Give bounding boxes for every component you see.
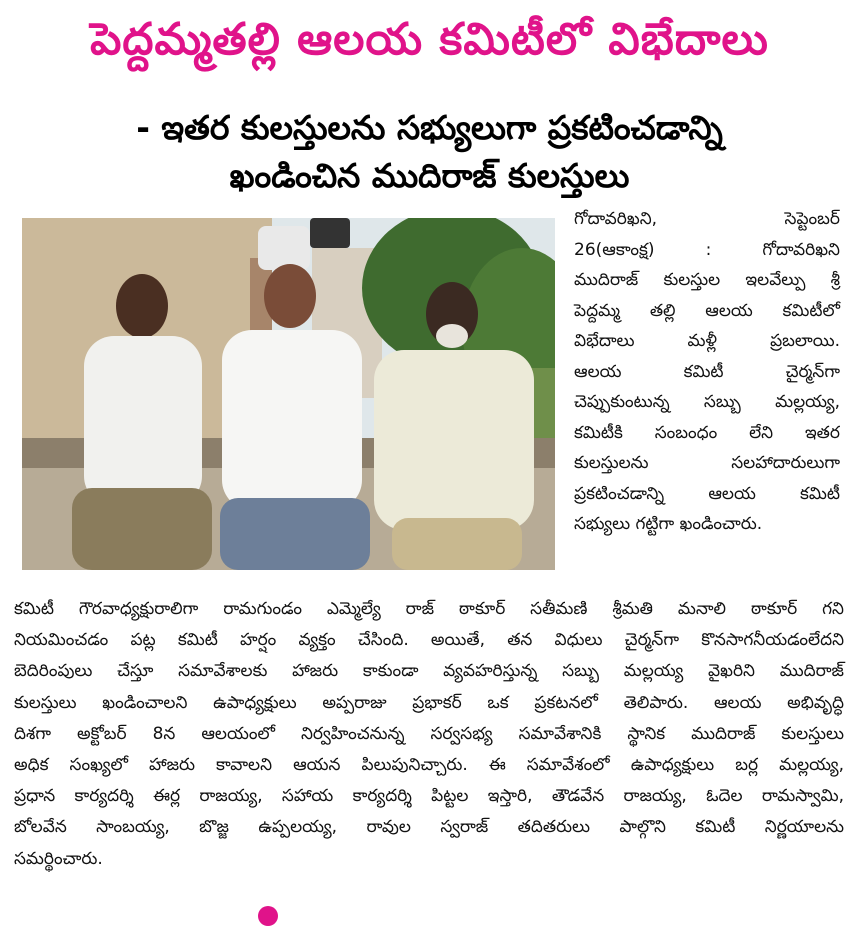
subheadline-line-2: ఖండించిన ముదిరాజ్ కులస్తులు (229, 156, 630, 195)
body-line: బెదిరింపులు చేస్తూ సమావేశాలకు హాజరు కాకుండా వ్యవహరిస్తున్న సబ్బు మల్లయ్య వైఖరిని ముదిరాజ్ (14, 661, 844, 682)
side-line: పెద్దమ్మ తల్లి ఆలయ కమిటీలో (574, 300, 840, 321)
body-line: సమర్థించారు. (14, 848, 103, 869)
decorative-dot (258, 906, 278, 926)
body-line: కులస్తులు ఖండించాలని ఉపాధ్యక్షులు అప్పరాజు ప్రభాకర్ ఒక ప్రకటనలో తెలిపారు. ఆలయ అభివృద్ధి (14, 692, 844, 713)
article-side-column (574, 204, 840, 540)
body-line: బోలవేన సాంబయ్య, బొజ్జ ఉప్పలయ్య, రావుల స్వరాజ్ తదితరులు పాల్గొని కమిటీ నిర్ణయాలను (14, 817, 844, 838)
side-line: కమిటీకి సంబంధం లేని ఇతర (574, 422, 840, 443)
side-line: సభ్యులు గట్టిగా ఖండించారు. (574, 514, 763, 534)
headline: పెద్దమ్మతల్లి ఆలయ కమిటీలో విభేదాలు (90, 14, 769, 65)
side-line: 26(ఆకాంక్ష) : గోదావరిఖని (574, 239, 840, 260)
body-line: అధిక సంఖ్యలో హాజరు కావాలని ఆయన పిలుపునిచ్చారు. ఈ సమావేశంలో ఉపాధ్యక్షులు బర్ల మల్లయ్య, (14, 755, 844, 776)
side-line: చెప్పుకుంటున్న సబ్బు మల్లయ్య, (574, 392, 840, 412)
subheadline-line-1: - ఇతర కులస్తులను సభ్యులుగా ప్రకటించడాన్ని (136, 108, 723, 147)
side-line: గోదావరిఖని, సెప్టెంబర్ (574, 209, 840, 229)
body-line: నియమించడం పట్ల కమిటీ హర్షం వ్యక్తం చేసింది. అయితే, తన విధులు చైర్మన్‌గా కొనసాగనీయడంలేదని (14, 630, 844, 651)
photo-illustration (22, 218, 555, 570)
side-line: ముదిరాజ్ కులస్తుల ఇలవేల్పు శ్రీ (574, 270, 840, 290)
body-line: ప్రధాన కార్యదర్శి ఈర్ల రాజయ్య, సహాయ కార్యదర్శి పిట్టల ఇస్తారి, తౌడవేన రాజయ్య, ఓదెల రామస్వామి, (14, 786, 844, 807)
side-line: ప్రకటించడాన్ని ఆలయ కమిటీ (574, 483, 840, 504)
side-line: విభేదాలు మళ్లీ ప్రబలాయి. (574, 331, 840, 351)
news-photo (22, 218, 555, 570)
side-line: కులస్తులను సలహాదారులుగా (574, 453, 840, 473)
article-body (14, 594, 844, 875)
side-line: ఆలయ కమిటీ చైర్మన్‌గా (574, 361, 840, 382)
body-line: కమిటీ గౌరవాధ్యక్షురాలిగా రామగుండం ఎమ్మెల్యే రాజ్ ఠాకూర్ సతీమణి శ్రీమతి మనాలి ఠాకూర్ గని (14, 599, 844, 619)
body-line: దిశగా అక్టోబర్ 8న ఆలయంలో నిర్వహించనున్న సర్వసభ్య సమావేశానికి స్థానిక ముదిరాజ్ కులస్తులు (14, 723, 844, 744)
